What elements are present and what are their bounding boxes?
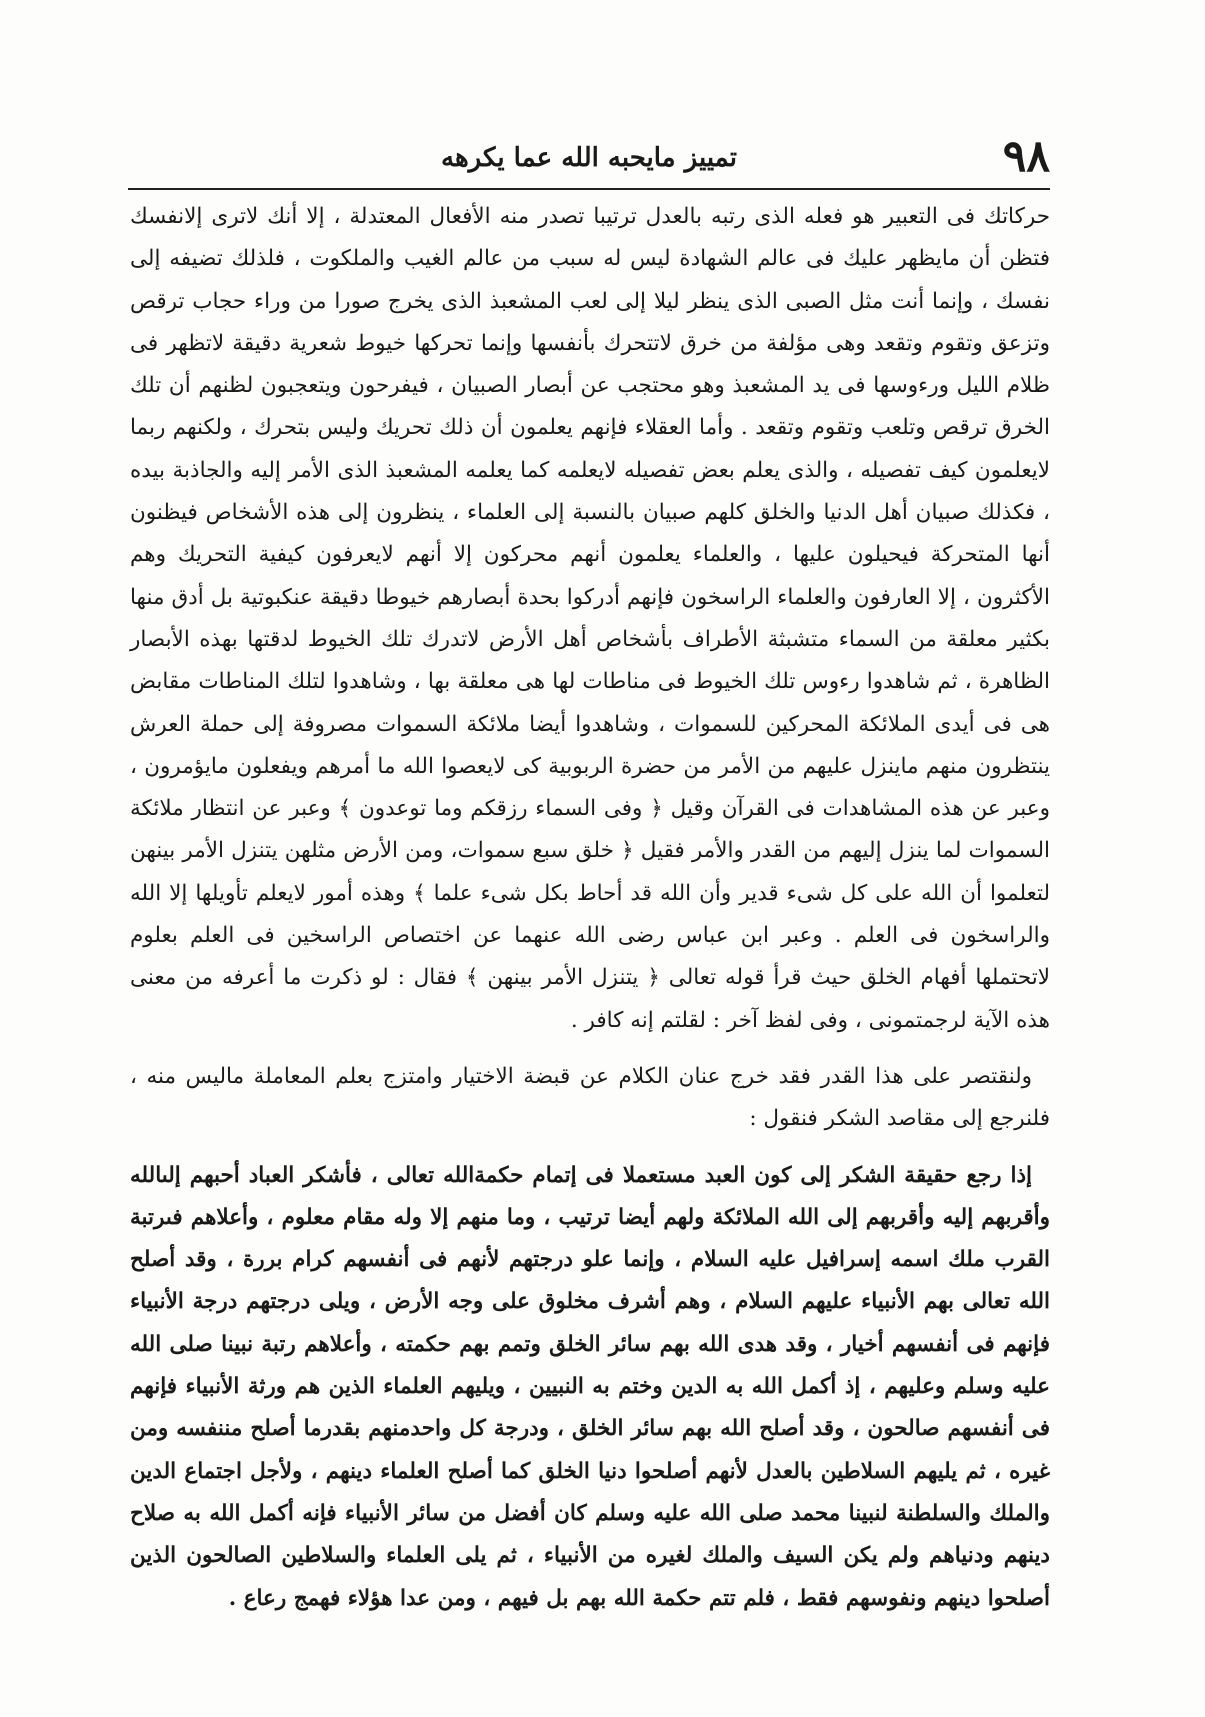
page-header [128,132,1050,182]
paragraph-transition: ولنقتصر على هذا القدر فقد خرج عنان الكلام عن قبضة الاختيار وامتزج بعلم المعاملة ماليس منه ، فلنرجع إلى مقاصد الشكر فنقول : [130,1063,1050,1132]
paragraph-main: حركاتك فى التعبير هو فعله الذى رتبه بالعدل ترتيبا تصدر منه الأفعال المعتدلة ، إلا أنك لاترى إلانفسك فتظن أن مايظهر عليك فى عالم الشهادة ليس له سبب من عالم الغيب والملكوت ، فلذلك تضيفه إلى نفسك ، وإنما أنت مثل الصبى الذى ينظر ليلا إلى لعب المشعبذ الذى يخرج صورا من وراء حجاب ترقص وتزعق وتقوم وتقعد وهى مؤلفة من خرق لاتتحرك بأنفسها وإنما تحركها خيوط شعرية دقيقة لاتظهر فى ظلام الليل ورءوسها فى يد المشعبذ وهو محتجب عن أبصار الصبيان ، فيفرحون ويتعجبون لظنهم أن تلك الخرق ترقص وتلعب وتقوم وتقعد . وأما العقلاء فإنهم يعلمون أن ذلك تحريك وليس بتحرك ، ولكنهم ربما لايعلمون كيف تفصيله ، والذى يعلم بعض تفصيله لايعلمه كما يعلمه المشعبذ الذى الأمر إليه والجاذبة بيده ، فكذلك صبيان أهل الدنيا والخلق كلهم صبيان بالنسبة إلى العلماء ، ينظرون إلى هذه الأشخاص فيظنون أنها المتحركة فيحيلون عليها ، والعلماء يعلمون أنهم محركون إلا أنهم لايعرفون كيفية التحريك وهم الأكثرون ، إلا العارفون والعلماء الراسخون فإنهم أدركوا بحدة أبصارهم خيوطا دقيقة عنكبوتية بل أدق منها بكثير معلقة من السماء متشبثة الأطراف بأشخاص أهل الأرض لاتدرك تلك الخيوط لدقتها بهذه الأبصار الظاهرة ، ثم شاهدوا رءوس تلك الخيوط فى مناطات لها هى معلقة بها ، وشاهدوا لتلك المناطات مقابض هى فى أيدى الملائكة المحركين للسموات ، وشاهدوا أيضا ملائكة السموات مصروفة إلى حملة العرش ينتظرون منهم ماينزل عليهم من الأمر من حضرة الربوبية كى لايعصوا الله ما أمرهم ويفعلون مايؤمرون ، وعبر عن هذه المشاهدات فى القرآن وقيل ﴿ وفى السماء رزقكم وما توعدون ﴾ وعبر عن انتظار ملائكة السموات لما ينزل إليهم من القدر والأمر فقيل ﴿ خلق سبع سموات، ومن الأرض مثلهن يتنزل الأمر بينهن لتعلموا أن الله على كل شىء قدير وأن الله قد أحاط بكل شىء علما ﴾ وهذه أمور لايعلم تأويلها إلا الله والراسخون فى العلم . وعبر ابن عباس رضى الله عنهما عن اختصاص الراسخين فى العلم بعلوم لاتحتملها أفهام الخلق حيث قرأ قوله تعالى ﴿ يتنزل الأمر بينهن ﴾ فقال : لو ذكرت ما أعرفه من معنى هذه الآية لرجمتمونى ، وفى لفظ آخر : لقلتم إنه كافر . [130,204,1050,1033]
page-number: ٩٨ [1002,131,1050,182]
paragraph-ranks: إذا رجع حقيقة الشكر إلى كون العبد مستعملا فى إتمام حكمةالله تعالى ، فأشكر العباد أحبهم إلىالله وأقربهم إليه وأقربهم إلى الله الملائكة ولهم أيضا ترتيب ، وما منهم إلا وله مقام معلوم ، وأعلاهم فىرتبة القرب ملك اسمه إسرافيل عليه السلام ، وإنما علو درجتهم لأنهم فى أنفسهم كرام بررة ، وقد أصلح الله تعالى بهم الأنبياء عليهم السلام ، وهم أشرف مخلوق على وجه الأرض ، ويلى درجتهم درجة الأنبياء فإنهم فى أنفسهم أخيار ، وقد هدى الله بهم سائر الخلق وتمم بهم حكمته ، وأعلاهم رتبة نبينا صلى الله عليه وسلم وعليهم ، إذ أكمل الله به الدين وختم به النبيين ، ويليهم العلماء الذين هم ورثة الأنبياء فإنهم فى أنفسهم صالحون ، وقد أصلح الله بهم سائر الخلق ، ودرجة كل واحدمنهم بقدرما أصلح مننفسه ومن غيره ، ثم يليهم السلاطين بالعدل لأنهم أصلحوا دنيا الخلق كما أصلح العلماء دينهم ، ولأجل اجتماع الدين والملك والسلطنة لنبينا محمد صلى الله عليه وسلم كان أفضل من سائر الأنبياء فإنه أكمل الله به صلاح دينهم ودنياهم ولم يكن السيف والملك لغيره من الأنبياء ، ثم يلى العلماء والسلاطين الصالحون الذين أصلحوا دينهم ونفوسهم فقط ، فلم تتم حكمة الله بهم بل فيهم ، ومن عدا هؤلاء فهمج رعاع . [130,1162,1050,1611]
body-text [130,196,1050,1620]
header-rule [128,188,1050,190]
running-title: تمييز مايحبه الله عما يكرهه [441,143,737,173]
